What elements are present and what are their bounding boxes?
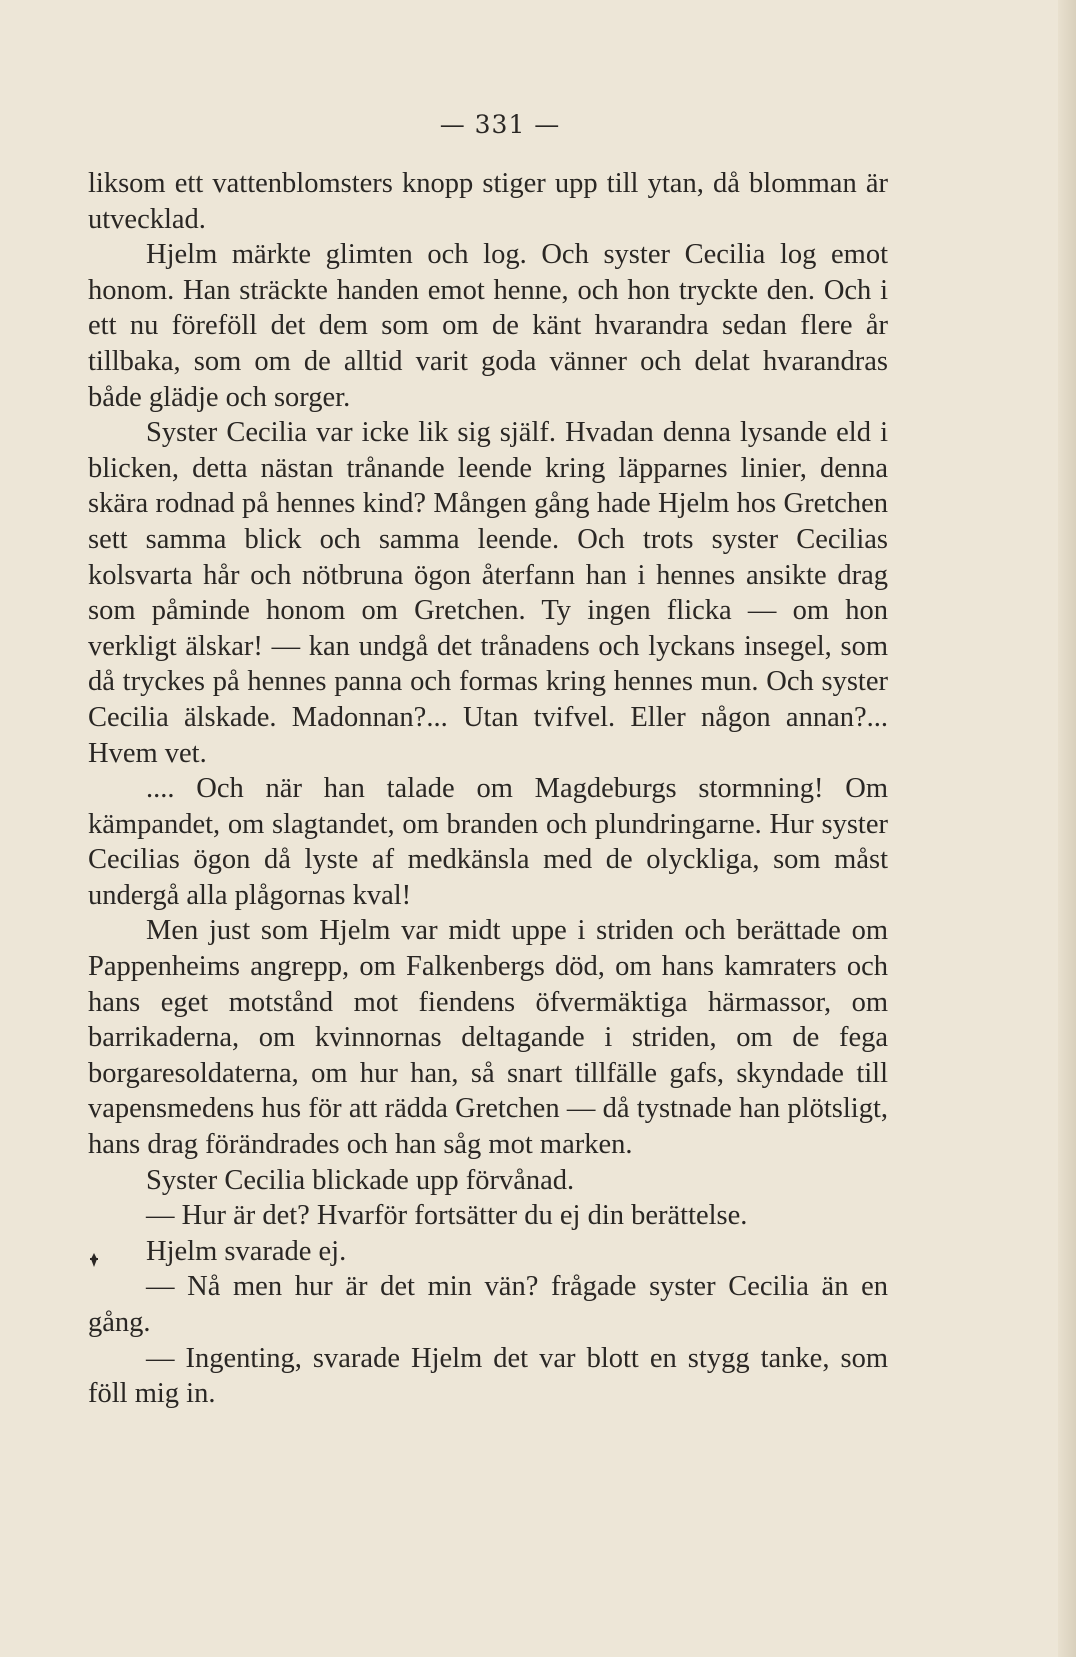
- paragraph: Hjelm svarade ej.: [146, 1235, 347, 1267]
- paragraph: Hjelm märkte glimten och log. Och syster Cecilia log emot honom. Han sträckte handen emot henne, och hon tryckte den. Och i ett nu föreföll det dem som om de känt hvarandra sedan flere år tillbaka, som om de alltid varit goda vänner och delat hvarandras både glädje och sorger.: [88, 239, 888, 413]
- body-text: [88, 166, 888, 1412]
- paragraph: — Nå men hur är det min vän? frågade syster Cecilia än en gång.: [88, 1271, 888, 1338]
- paragraph: Syster Cecilia var icke lik sig själf. Hvadan denna lysande eld i blicken, detta nästan trånande leende kring läpparnes linier, denna skära rodnad på hennes kind? Mången gång hade Hjelm hos Gretchen sett samma blick och samma leende. Och trots syster Cecilias kolsvarta hår och nötbruna ögon återfann han i hennes ansikte drag som påminde honom om Gretchen. Ty ingen flicka — om hon verkligt älskar! — kan undgå det trånadens och lyckans insegel, som då tryckes på hennes panna och formas kring hennes mun. Och syster Cecilia älskade. Madonnan?... Utan tvifvel. Eller någon annan?... Hvem vet.: [88, 417, 888, 769]
- page-edge: [1058, 0, 1076, 1657]
- paragraph: Syster Cecilia blickade upp förvånad.: [146, 1164, 575, 1196]
- margin-mark-shape: [88, 1252, 100, 1268]
- paragraph: .... Och när han talade om Magdeburgs stormning! Om kämpandet, om slagtandet, om branden och plundringarne. Hur syster Cecilias ögon då lyste af medkänsla med de olyckliga, som måst undergå alla plågornas kval!: [88, 773, 888, 911]
- paragraph: — Hur är det? Hvarför fortsätter du ej din berättelse.: [146, 1200, 748, 1232]
- paragraph: liksom ett vattenblomsters knopp stiger upp till ytan, då blomman är utvecklad.: [88, 168, 888, 235]
- paragraph: — Ingenting, svarade Hjelm det var blott en stygg tanke, som föll mig in.: [88, 1342, 888, 1410]
- page-number-header: — 331 —: [439, 110, 561, 139]
- margin-mark-icon: [88, 1252, 100, 1268]
- paragraph: Men just som Hjelm var midt uppe i striden och berättade om Pappenheims angrepp, om Falkenbergs död, om hans kamraters och hans eget motstånd mot fiendens öfvermäktiga härmassor, om barrikaderna, om kvinnornas deltagande i striden, om de fega borgaresoldaterna, om hur han, så snart tillfälle gafs, skyndade till vapensmedens hus för att rädda Gretchen — då tystnade han plötsligt, hans drag förändrades och han såg mot marken.: [88, 915, 888, 1161]
